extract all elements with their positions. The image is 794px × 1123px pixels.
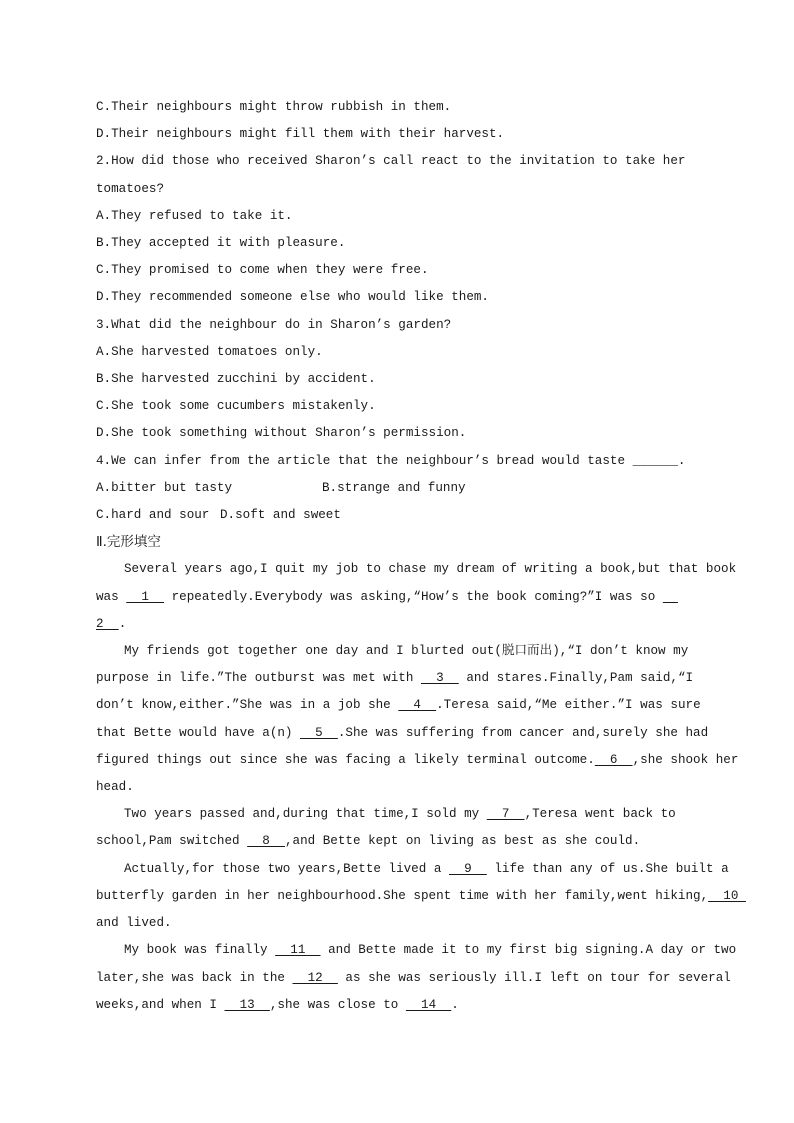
blank-6[interactable]: 6 (594, 752, 633, 767)
q4-option-a: A.bitter but tasty (96, 480, 233, 495)
q2-stem-line1: 2.How did those who received Sharon’s call react to the invitation to take her (96, 154, 686, 169)
q4-option-d: D.soft and sweet (220, 508, 341, 523)
p5-line3: weeks,and when I 13 ,she was close to 14 . (96, 997, 459, 1012)
p2-line2: purpose in life.”The outburst was met with 3 and stares.Finally,Pam said,“I (96, 671, 694, 686)
cloze-passage (96, 556, 746, 1018)
q4-options-row1 (96, 475, 698, 502)
blank-4[interactable]: 4 (398, 698, 437, 713)
q3-option-a: A.She harvested tomatoes only. (96, 344, 323, 359)
q3-stem: 3.What did the neighbour do in Sharon’s garden? (96, 317, 452, 332)
p4-line2: butterfly garden in her neighbourhood.She spent time with her family,went hiking, 10 (96, 888, 746, 903)
q2-option-a: A.They refused to take it. (96, 208, 293, 223)
blank-5[interactable]: 5 (300, 725, 338, 740)
blank-8[interactable]: 8 (247, 834, 285, 849)
p5-line1: My book was finally 11 and Bette made it to my first big signing.A day or two (124, 943, 737, 958)
p1-line1: Several years ago,I quit my job to chase my dream of writing a book,but that book (124, 562, 737, 577)
p4-line3: and lived. (96, 916, 172, 931)
blank-10[interactable]: 10 (708, 888, 746, 903)
q4-options-row2 (96, 502, 698, 529)
q4-option-b: B.strange and funny (322, 480, 466, 495)
q3-option-b: B.She harvested zucchini by accident. (96, 372, 376, 387)
q1-option-d: D.Their neighbours might fill them with their harvest. (96, 127, 505, 142)
q2-option-b: B.They accepted it with pleasure. (96, 236, 346, 251)
p3-line1: Two years passed and,during that time,I sold my 7 ,Teresa went back to (124, 807, 676, 822)
blank-11[interactable]: 11 (275, 943, 321, 958)
q2-option-c: C.They promised to come when they were free. (96, 263, 429, 278)
q3-option-c: C.She took some cucumbers mistakenly. (96, 399, 376, 414)
p3-line2: school,Pam switched 8 ,and Bette kept on living as best as she could. (96, 834, 641, 849)
p2-line4: that Bette would have a(n) 5 .She was suffering from cancer and,surely she had (96, 725, 709, 740)
p2-line5: figured things out since she was facing a likely terminal outcome. 6 ,she shook her (96, 752, 739, 767)
q4-option-c: C.hard and sour (96, 508, 210, 523)
blank-7[interactable]: 7 (486, 807, 525, 822)
p1-line2: was 1 repeatedly.Everybody was asking,“How’s the book coming?”I was so (96, 584, 698, 611)
blank-14[interactable]: 14 (405, 997, 452, 1012)
blank-13[interactable]: 13 (224, 997, 270, 1012)
p5-line2: later,she was back in the 12 as she was seriously ill.I left on tour for several (96, 970, 731, 985)
p2-line6: head. (96, 780, 134, 795)
blank-12[interactable]: 12 (292, 970, 338, 985)
blank-1[interactable]: 1 (126, 589, 165, 604)
blank-9[interactable]: 9 (448, 861, 487, 876)
section-title-cloze: Ⅱ.完形填空 (96, 534, 161, 551)
blank-3[interactable]: 3 (420, 671, 459, 686)
p1-line3: 2 . (96, 616, 127, 631)
p2-line1: My friends got together one day and I blurted out(脱口而出),“I don’t know my (124, 644, 689, 659)
q2-option-d: D.They recommended someone else who would like them. (96, 290, 489, 305)
q3-option-d: D.She took something without Sharon’s permission. (96, 426, 467, 441)
p4-line1: Actually,for those two years,Bette lived a 9 life than any of us.She built a (124, 861, 729, 876)
blank-2[interactable]: 2 (96, 616, 119, 631)
p2-line3: don’t know,either.”She was in a job she 4 .Teresa said,“Me either.”I was sure (96, 698, 701, 713)
q4-stem: 4.We can infer from the article that the neighbour’s bread would taste ______. (96, 453, 686, 468)
q2-stem-line2: tomatoes? (96, 181, 165, 196)
q1-option-c: C.Their neighbours might throw rubbish in them. (96, 100, 452, 114)
blank-2-start[interactable] (663, 590, 678, 604)
